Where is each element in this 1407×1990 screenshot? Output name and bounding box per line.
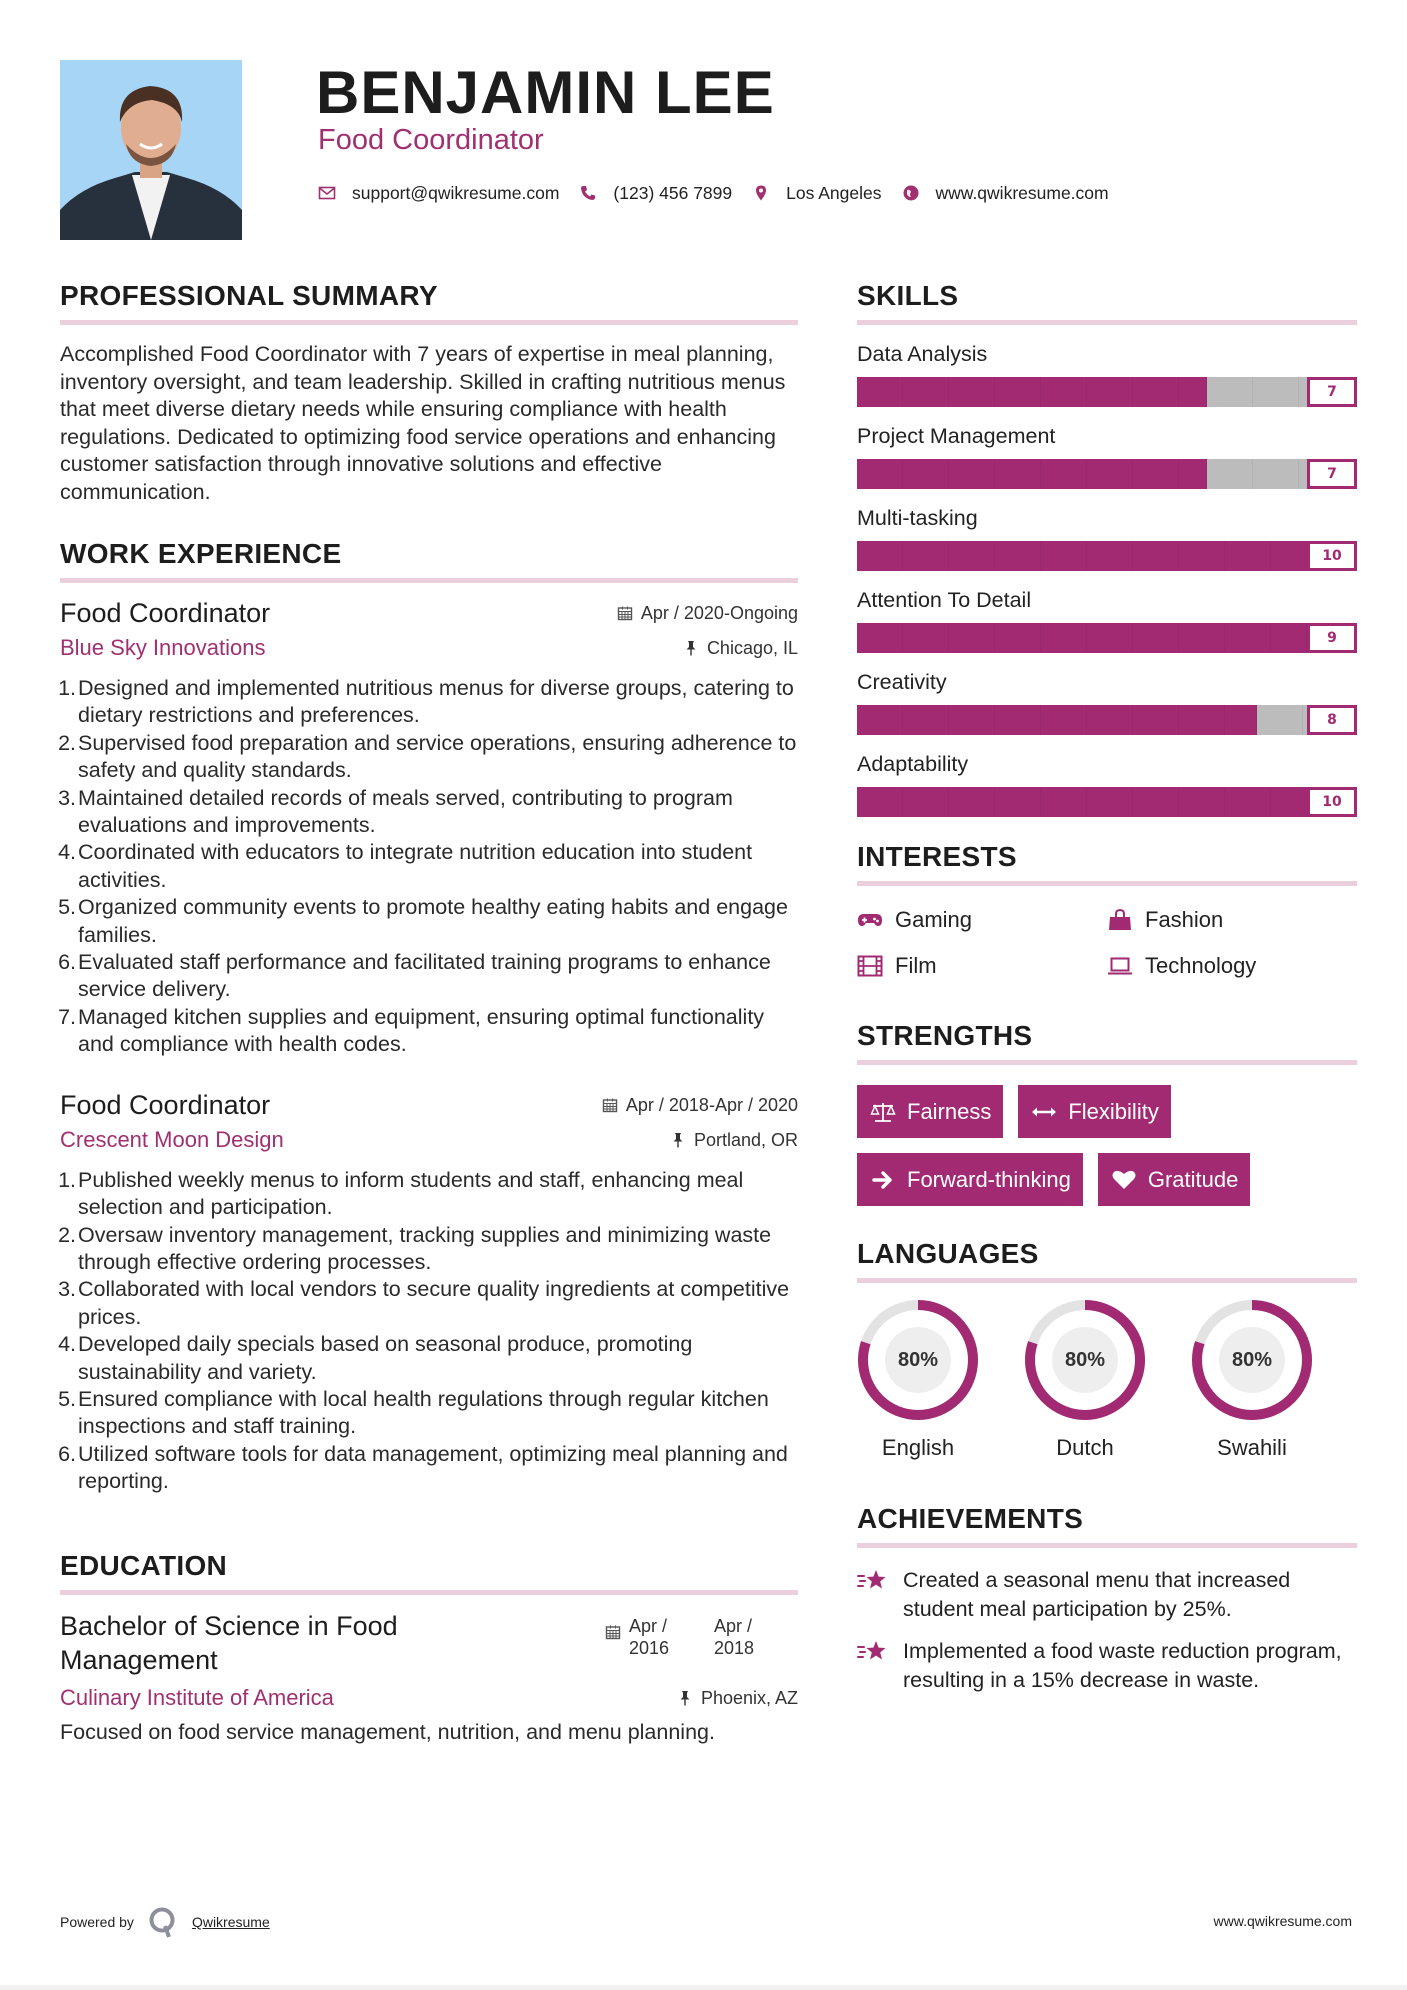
interest-label: Gaming xyxy=(895,907,973,932)
skill-label: Project Management xyxy=(857,424,1056,448)
skill-label: Multi-tasking xyxy=(857,506,978,530)
summary-section xyxy=(60,276,798,506)
arrow-right-icon xyxy=(869,1169,897,1191)
skill-item xyxy=(857,667,1357,735)
education-section xyxy=(60,1546,798,1747)
achievement-item xyxy=(857,1566,1357,1623)
language-ring xyxy=(1191,1299,1313,1421)
skill-item xyxy=(857,503,1357,571)
left-column xyxy=(60,276,798,1746)
candidate-name: BENJAMIN LEE xyxy=(316,59,775,126)
globe-icon xyxy=(902,184,920,202)
strength-label: Forward-thinking xyxy=(907,1166,1071,1192)
section-divider xyxy=(857,1278,1357,1283)
language-name: English xyxy=(881,1435,955,1460)
job-bullet: 3. Collaborated with local vendors to secure quality ingredients at competitive prices. xyxy=(58,1277,790,1329)
skill-bar-fill xyxy=(857,377,1207,407)
job-bullet: 5. Ensured compliance with local health regulations through regular kitchen inspections and staff training. xyxy=(58,1386,769,1439)
contact-location: Los Angeles xyxy=(786,182,882,203)
skill-score: 7 xyxy=(1307,459,1357,489)
section-divider xyxy=(60,1590,798,1595)
balance-scale-icon xyxy=(869,1101,897,1123)
laptop-icon xyxy=(1107,955,1133,977)
skill-score: 9 xyxy=(1307,623,1357,653)
interest-item xyxy=(857,904,1107,936)
language-item xyxy=(1024,1299,1146,1463)
skill-bar xyxy=(857,787,1357,817)
section-divider xyxy=(60,578,798,583)
strength-label: Flexibility xyxy=(1068,1098,1159,1124)
degree-title: Bachelor of Science in Food Management xyxy=(60,1610,398,1675)
skill-label: Data Analysis xyxy=(857,342,988,366)
skill-item xyxy=(857,339,1357,407)
skill-bar xyxy=(857,705,1357,735)
job-bullet: 4. Coordinated with educators to integrate nutrition education into student activities. xyxy=(58,840,753,892)
job-bullet: 3. Maintained detailed records of meals served, contributing to program evaluations and improvements. xyxy=(58,785,733,838)
bottom-strip xyxy=(0,1985,1407,1990)
section-title: PROFESSIONAL SUMMARY xyxy=(60,280,438,311)
shooting-star-icon xyxy=(857,1568,887,1594)
job-location xyxy=(683,633,798,663)
language-item xyxy=(1191,1299,1313,1463)
job-bullet: 1. Published weekly menus to inform students and staff, enhancing meal selection and participation. xyxy=(58,1167,744,1220)
footer-powered-by xyxy=(60,1906,270,1938)
section-title: LANGUAGES xyxy=(857,1238,1039,1269)
interests-grid xyxy=(857,904,1357,982)
skill-item xyxy=(857,421,1357,489)
pushpin-icon xyxy=(683,640,699,656)
company-name: Blue Sky Innovations xyxy=(60,635,266,660)
calendar-icon xyxy=(602,1097,618,1113)
section-title: WORK EXPERIENCE xyxy=(60,538,342,569)
calendar-icon xyxy=(605,1623,621,1639)
school-location-text: Phoenix, AZ xyxy=(700,1687,798,1708)
skill-bar-fill xyxy=(857,705,1257,735)
language-item xyxy=(857,1299,979,1463)
skill-bar xyxy=(857,541,1357,571)
right-column xyxy=(857,276,1357,1708)
skill-label: Attention To Detail xyxy=(857,588,1032,612)
skill-label: Adaptability xyxy=(857,752,969,776)
job-location xyxy=(670,1125,798,1155)
film-icon xyxy=(857,955,883,977)
job-dates-text: Apr / 2020-Ongoing xyxy=(640,603,798,623)
shopping-bag-icon xyxy=(1107,909,1133,931)
experience-section xyxy=(60,534,798,1496)
skill-bar xyxy=(857,623,1357,653)
achievement-item xyxy=(857,1637,1357,1694)
job-dates xyxy=(617,595,798,631)
contact-website[interactable]: www.qwikresume.com xyxy=(935,182,1109,203)
section-divider xyxy=(857,1060,1357,1065)
interest-item xyxy=(1107,950,1357,982)
gamepad-icon xyxy=(857,909,883,931)
skill-bar-fill xyxy=(857,541,1356,571)
job-title: Food Coordinator xyxy=(60,598,271,628)
skill-bar-fill xyxy=(857,787,1356,817)
language-ring xyxy=(857,1299,979,1421)
pushpin-icon xyxy=(670,1132,686,1148)
arrows-horizontal-icon xyxy=(1030,1101,1058,1123)
education-start-date: Apr / 2016 xyxy=(629,1615,670,1658)
skill-item xyxy=(857,585,1357,653)
job-bullet: 2. Oversaw inventory management, tracking supplies and minimizing waste through effective ordering processes. xyxy=(58,1222,772,1274)
language-ring xyxy=(1024,1299,1146,1421)
strength-chip xyxy=(857,1153,1083,1206)
skill-score: 8 xyxy=(1307,705,1357,735)
job-bullet: 6. Evaluated staff performance and facilitated training programs to enhance service delivery. xyxy=(58,950,771,1002)
interest-item xyxy=(857,950,1107,982)
strength-label: Gratitude xyxy=(1147,1166,1239,1192)
education-dates xyxy=(605,1615,764,1659)
languages-section xyxy=(857,1234,1357,1463)
language-percent: 80% xyxy=(1064,1348,1106,1371)
language-percent: 80% xyxy=(1231,1348,1273,1371)
person-photo-icon xyxy=(60,60,242,240)
map-marker-icon xyxy=(752,184,770,202)
interest-label: Technology xyxy=(1145,953,1257,978)
education-entry xyxy=(60,1609,798,1747)
contact-row xyxy=(318,180,1129,206)
heart-icon xyxy=(1110,1169,1138,1191)
company-name: Crescent Moon Design xyxy=(60,1126,284,1152)
job-entry xyxy=(60,1087,798,1496)
languages-list xyxy=(857,1299,1357,1463)
job-bullet: 6. Utilized software tools for data management, optimizing meal planning and reporting. xyxy=(58,1441,788,1494)
skill-score: 7 xyxy=(1307,377,1357,407)
strength-label: Fairness xyxy=(907,1098,992,1124)
section-divider xyxy=(857,1543,1357,1548)
education-description: Focused on food service management, nutrition, and menu planning. xyxy=(60,1719,715,1744)
job-bullet: 1. Designed and implemented nutritious menus for diverse groups, catering to dietary restrictions and preferences. xyxy=(58,676,794,728)
skill-bar xyxy=(857,377,1357,407)
skill-bar xyxy=(857,459,1357,489)
interest-label: Fashion xyxy=(1145,907,1224,932)
strength-chip xyxy=(1018,1085,1170,1138)
job-bullets xyxy=(60,1167,798,1496)
job-location-text: Portland, OR xyxy=(693,1129,798,1150)
contact-phone[interactable]: (123) 456 7899 xyxy=(613,182,733,203)
job-title: Food Coordinator xyxy=(60,1089,271,1120)
skill-score: 10 xyxy=(1307,787,1357,817)
contact-email[interactable]: support@qwikresume.com xyxy=(352,182,560,203)
calendar-icon xyxy=(617,605,633,621)
envelope-icon xyxy=(318,184,336,202)
language-name: Swahili xyxy=(1217,1435,1287,1460)
skill-item xyxy=(857,749,1357,817)
job-entry xyxy=(60,595,798,1059)
education-end-date: Apr / 2018 xyxy=(714,1615,755,1658)
job-bullet: 5. Organized community events to promote healthy eating habits and engage families. xyxy=(58,895,788,947)
job-bullet: 7. Managed kitchen supplies and equipment, ensuring optimal functionality and compliance with health codes. xyxy=(58,1004,765,1057)
powered-by-label: Powered by xyxy=(60,1914,134,1930)
skill-bar-fill xyxy=(857,623,1307,653)
section-title: ACHIEVEMENTS xyxy=(857,1503,1084,1534)
skill-score: 10 xyxy=(1307,541,1357,571)
strengths-section xyxy=(857,1016,1357,1206)
achievements-section xyxy=(857,1499,1357,1694)
job-bullets xyxy=(60,675,798,1059)
job-bullet: 4. Developed daily specials based on seasonal produce, promoting sustainability and variety. xyxy=(58,1332,693,1384)
strength-chip xyxy=(857,1085,1003,1138)
candidate-title: Food Coordinator xyxy=(318,124,544,156)
interests-section xyxy=(857,837,1357,982)
section-title: SKILLS xyxy=(857,280,959,311)
interest-item xyxy=(1107,904,1357,936)
language-percent: 80% xyxy=(897,1348,939,1371)
section-divider xyxy=(60,320,798,325)
language-name: Dutch xyxy=(1056,1435,1114,1460)
section-title: INTERESTS xyxy=(857,841,1017,872)
strength-chip xyxy=(1098,1153,1251,1206)
job-bullet: 2. Supervised food preparation and service operations, ensuring adherence to safety and quality standards. xyxy=(58,730,797,783)
summary-text: Accomplished Food Coordinator with 7 years of expertise in meal planning, inventory oversight, and team leadership. Skilled in crafting nutritious menus that meet diverse dietary needs while ensuring compliance with health regulations. Dedicated to optimizing food service operations and enhancing customer satisfaction through innovative solutions and effective communication. xyxy=(60,342,786,504)
interest-label: Film xyxy=(895,953,937,978)
skills-section xyxy=(857,276,1357,817)
job-dates xyxy=(602,1087,798,1123)
job-location-text: Chicago, IL xyxy=(706,638,798,658)
profile-photo xyxy=(60,60,242,240)
shooting-star-icon xyxy=(857,1639,887,1665)
qwikresume-logo-icon xyxy=(148,1906,178,1938)
pushpin-icon xyxy=(677,1690,693,1706)
qwikresume-link[interactable]: Qwikresume xyxy=(191,1914,270,1930)
section-divider xyxy=(857,320,1357,325)
achievement-text: Created a seasonal menu that increased student meal participation by 25%. xyxy=(903,1568,1291,1621)
section-title: EDUCATION xyxy=(60,1549,228,1581)
strengths-list xyxy=(857,1085,1357,1206)
section-title: STRENGTHS xyxy=(857,1020,1033,1051)
skill-bar-fill xyxy=(857,459,1207,489)
footer-website[interactable]: www.qwikresume.com xyxy=(1213,1913,1352,1929)
school-location xyxy=(677,1683,798,1713)
achievement-text: Implemented a food waste reduction program, resulting in a 15% decrease in waste. xyxy=(903,1639,1342,1692)
job-dates-text: Apr / 2018-Apr / 2020 xyxy=(625,1094,798,1115)
skill-label: Creativity xyxy=(857,670,947,694)
phone-icon xyxy=(579,184,597,202)
section-divider xyxy=(857,881,1357,886)
school-name: Culinary Institute of America xyxy=(60,1684,334,1710)
